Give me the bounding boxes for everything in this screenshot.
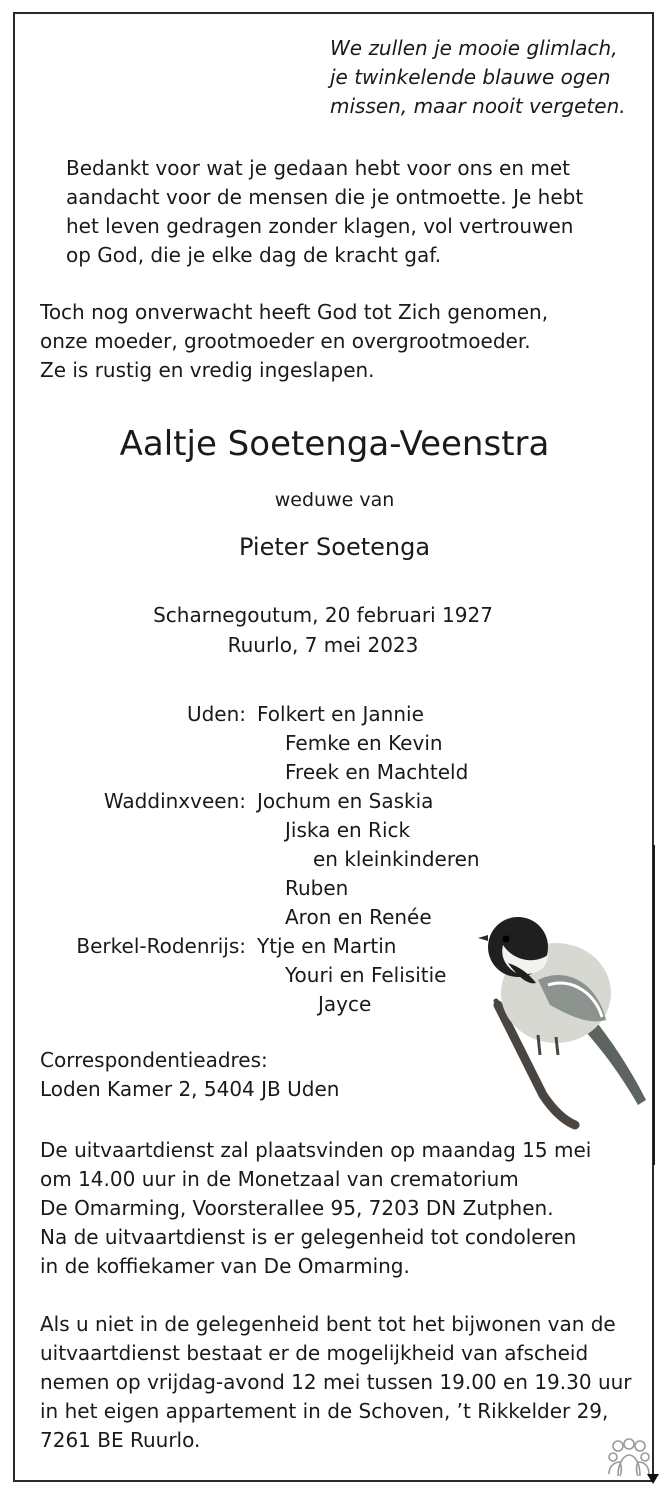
birth-date: Scharnegoutum, 20 februari 1927: [153, 603, 493, 627]
viewing-line: 7261 BE Ruurlo.: [40, 1428, 201, 1452]
viewing-line: Als u niet in de gelegenheid bent tot het bijwonen van de: [40, 1312, 616, 1336]
announcement-line: onze moeder, grootmoeder en overgrootmoeder.: [40, 329, 531, 353]
life-dates: [0, 600, 646, 660]
announcement-line: Ze is rustig en vredig ingeslapen.: [40, 358, 375, 382]
family-names: Femke en Kevin: [285, 731, 443, 755]
family-names: Jiska en Rick: [285, 818, 411, 842]
family-names: Ytje en Martin: [257, 934, 397, 958]
family-names: Jochum en Saskia: [257, 789, 434, 813]
gratitude-line: het leven gedragen zonder klagen, vol vertrouwen: [66, 214, 574, 238]
family-names: Jayce: [318, 992, 372, 1016]
poem-line: je twinkelende blauwe ogen: [330, 65, 611, 89]
viewing-line: nemen op vrijdag-avond 12 mei tussen 19.00 en 19.30 uur: [40, 1370, 632, 1394]
service-line: De Omarming, Voorsterallee 95, 7203 DN Zutphen.: [40, 1196, 554, 1220]
gratitude-line: aandacht voor de mensen die je ontmoette. Je hebt: [66, 185, 584, 209]
family-names: Folkert en Jannie: [257, 702, 424, 726]
family-place: Uden:: [186, 702, 246, 726]
correspondence-address: Loden Kamer 2, 5404 JB Uden: [40, 1077, 340, 1101]
service-line: Na de uitvaartdienst is er gelegenheid tot condoleren: [40, 1225, 577, 1249]
poem-line: missen, maar nooit vergeten.: [330, 94, 626, 118]
family-row: [0, 845, 600, 874]
announcement-paragraph: [40, 298, 620, 385]
poem-line: We zullen je mooie glimlach,: [330, 36, 618, 60]
service-line: De uitvaartdienst zal plaatsvinden op maandag 15 mei: [40, 1138, 592, 1162]
widow-label: weduwe van: [274, 489, 395, 511]
poem-verse: [330, 34, 640, 121]
service-line: om 14.00 uur in de Monetzaal van crematorium: [40, 1167, 519, 1191]
service-paragraph: [40, 1136, 640, 1281]
family-place: Berkel-Rodenrijs:: [76, 934, 246, 958]
correspondence-label: Correspondentieadres:: [40, 1048, 268, 1072]
gratitude-paragraph: [66, 154, 626, 270]
family-names: en kleinkinderen: [313, 847, 480, 871]
viewing-line: uitvaartdienst bestaat er de mogelijkheid van afscheid: [40, 1341, 589, 1365]
correspondence-block: [40, 1046, 620, 1104]
arrow-down-icon[interactable]: [646, 1473, 660, 1485]
deceased-name: Aaltje Soetenga-Veenstra: [119, 424, 550, 464]
family-place: Waddinxveen:: [103, 789, 246, 813]
service-line: in de koffiekamer van De Omarming.: [40, 1254, 410, 1278]
husband-name: Pieter Soetenga: [238, 533, 431, 561]
family-row: [0, 787, 600, 816]
family-row: [0, 874, 600, 903]
family-names: Freek en Machteld: [285, 760, 469, 784]
people-group-icon: [606, 1438, 652, 1478]
family-row: [0, 758, 600, 787]
announcement-line: Toch nog onverwacht heeft God tot Zich genomen,: [40, 300, 549, 324]
family-names: Youri en Felisitie: [285, 963, 447, 987]
death-date: Ruurlo, 7 mei 2023: [227, 633, 419, 657]
family-names: Aron en Renée: [285, 905, 432, 929]
family-row: [0, 729, 600, 758]
family-row: [0, 700, 600, 729]
gratitude-line: Bedankt voor wat je gedaan hebt voor ons en met: [66, 156, 571, 180]
family-names: Ruben: [285, 876, 349, 900]
viewing-line: in het eigen appartement in de Schoven, ’t Rikkelder 29,: [40, 1399, 609, 1423]
gratitude-line: op God, die je elke dag de kracht gaf.: [66, 243, 442, 267]
family-row: [0, 816, 600, 845]
viewing-paragraph: [40, 1310, 650, 1455]
